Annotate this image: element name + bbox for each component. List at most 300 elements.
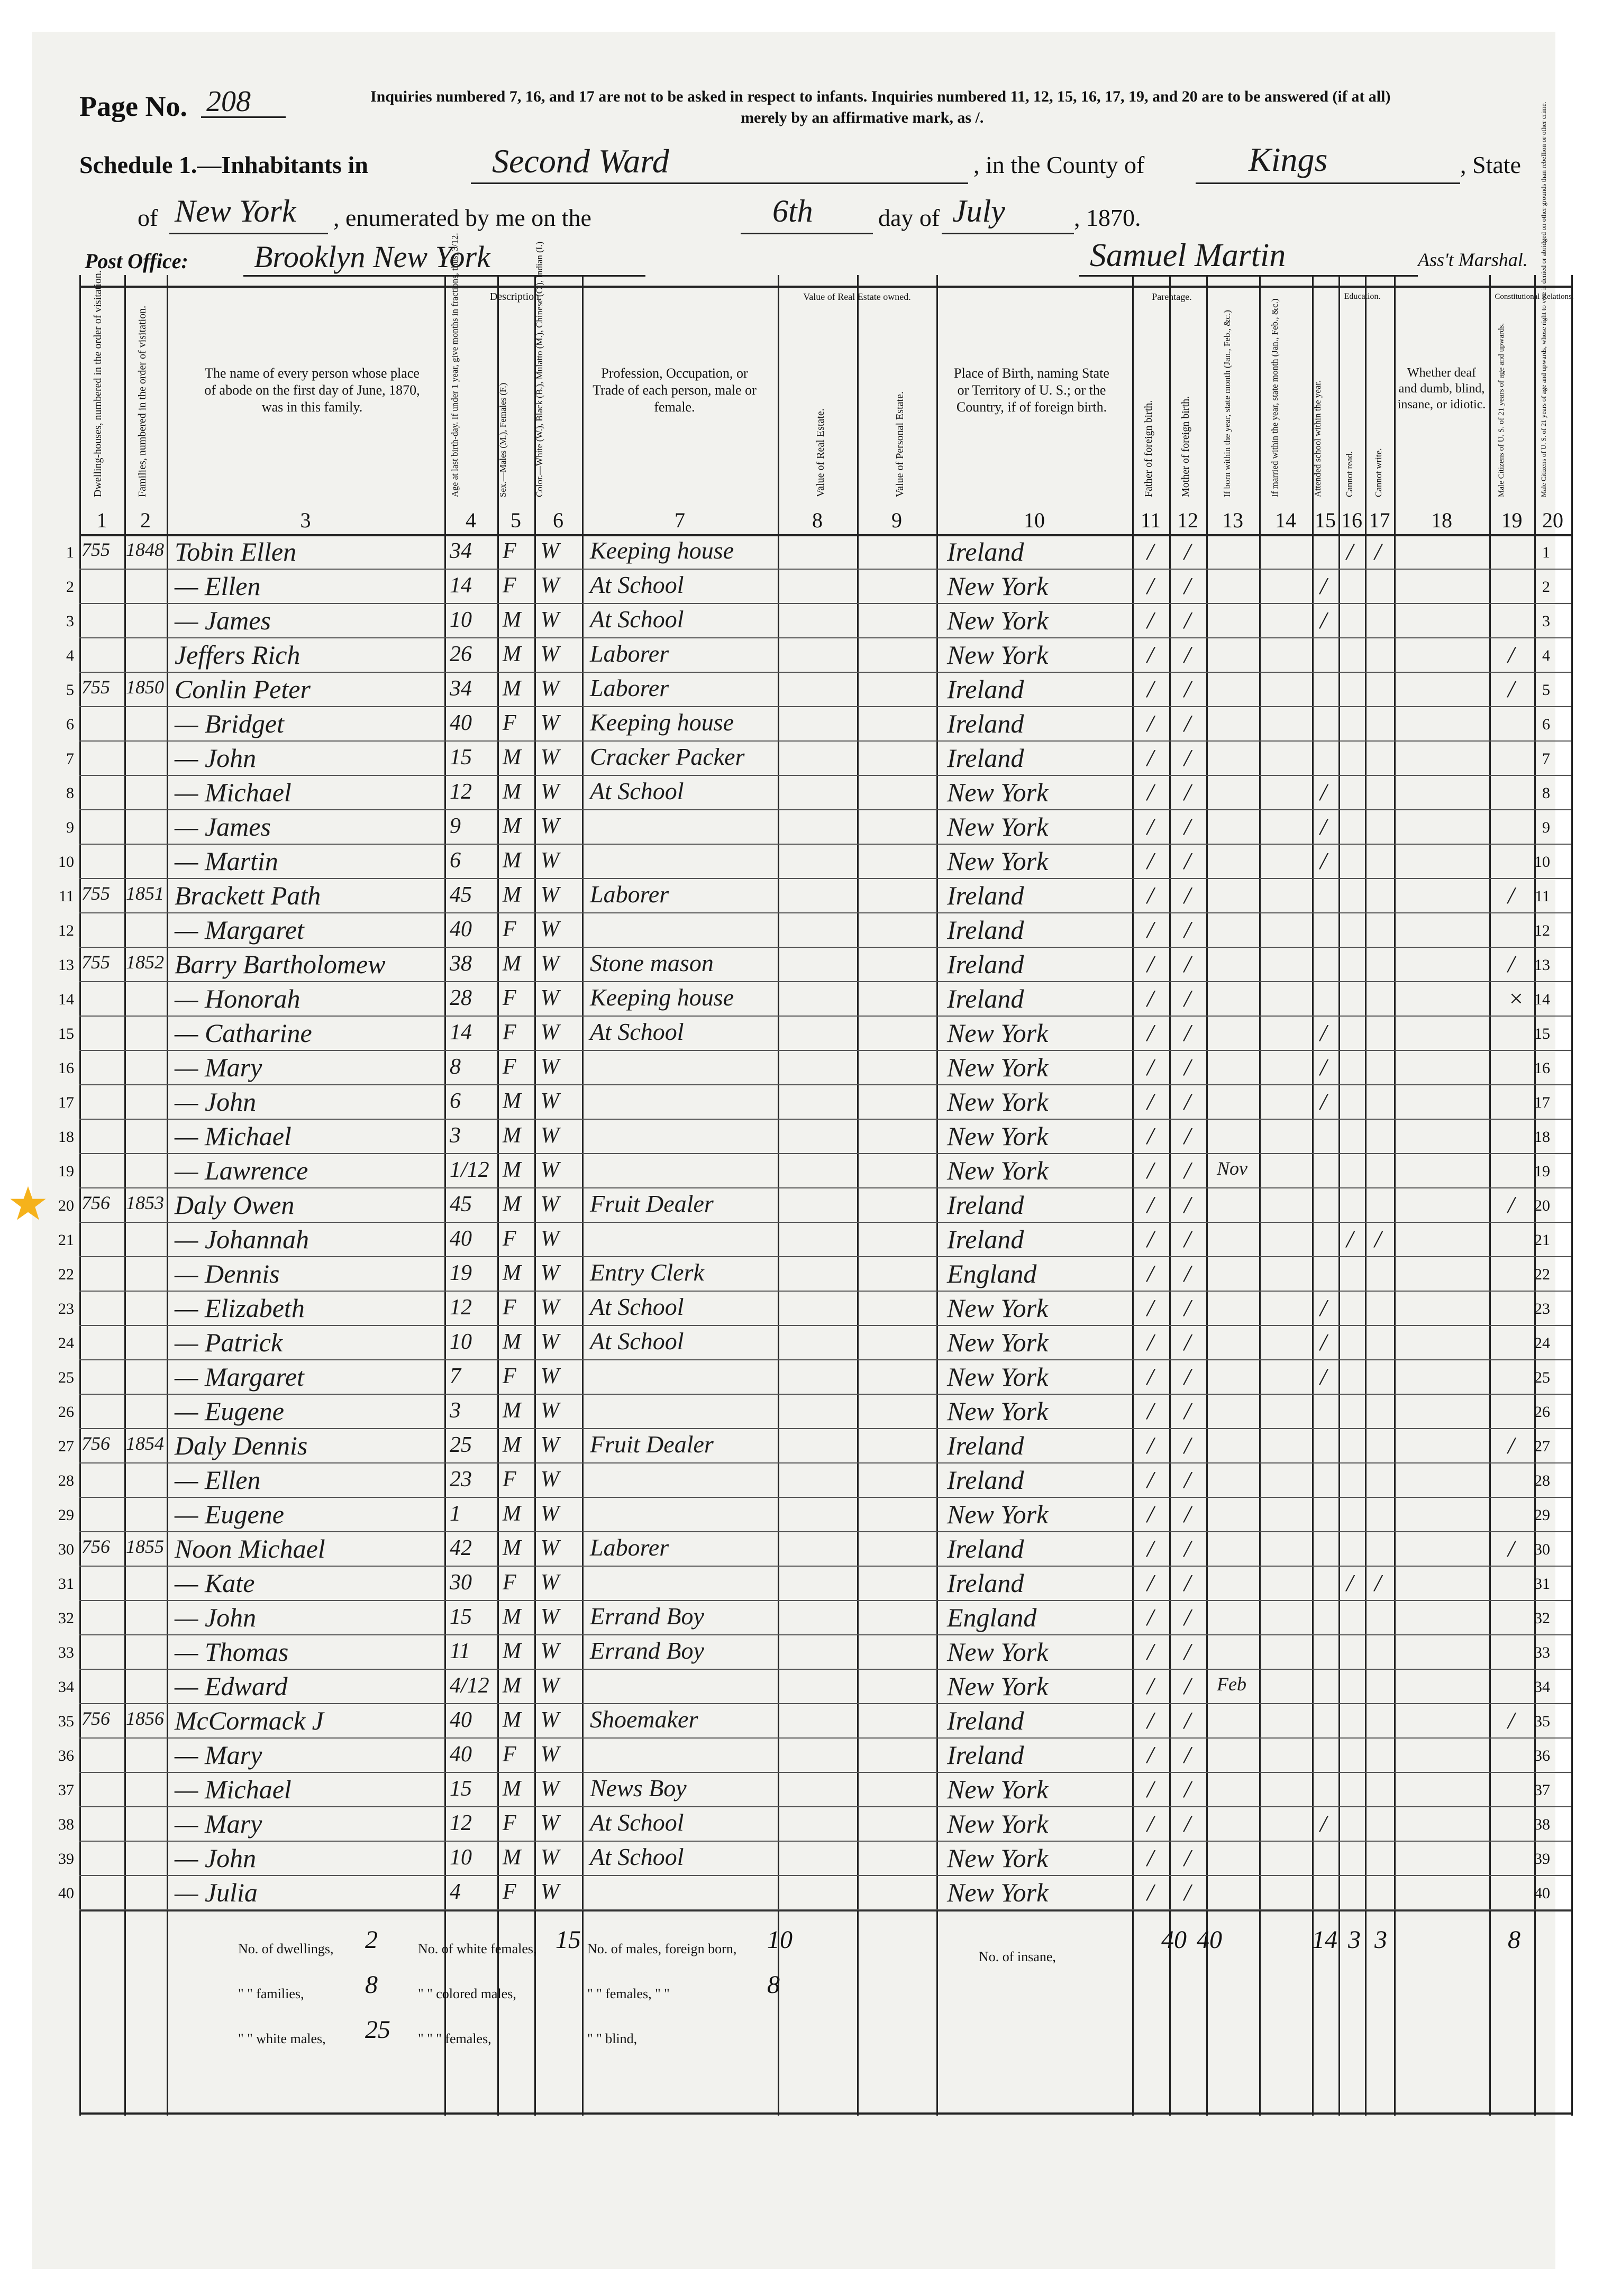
row-rule — [79, 1187, 1571, 1188]
place-of-birth: New York — [947, 1878, 1049, 1907]
row-rule — [79, 603, 1571, 604]
row-number: 32 — [1534, 1609, 1550, 1627]
row-number: 30 — [58, 1541, 74, 1558]
color: W — [541, 1158, 559, 1182]
row-number: 36 — [1534, 1747, 1550, 1764]
sex: M — [503, 1261, 521, 1285]
sex: M — [503, 1433, 521, 1457]
column-number: 1 — [96, 508, 107, 532]
place-of-birth: New York — [947, 640, 1049, 670]
color: W — [541, 1089, 559, 1113]
mother-foreign-mark: / — [1184, 1672, 1191, 1699]
father-foreign-mark: / — [1147, 1088, 1154, 1115]
color: W — [541, 1673, 559, 1698]
row-rule — [79, 1016, 1571, 1017]
mother-foreign-mark: / — [1184, 1741, 1191, 1768]
father-foreign-mark: / — [1147, 1741, 1154, 1768]
mother-foreign-mark: / — [1184, 1329, 1191, 1356]
person-name: — Bridget — [175, 709, 284, 738]
col14-header: If married within the year, state month (Jan., Feb., &c.) — [1270, 298, 1280, 497]
color: W — [541, 883, 559, 907]
family-number: 1856 — [126, 1708, 164, 1729]
sex: F — [503, 1570, 516, 1595]
mother-foreign-mark: / — [1184, 1604, 1191, 1631]
sex: M — [503, 1330, 521, 1354]
mother-foreign-mark: / — [1184, 1294, 1191, 1321]
cannot-write-mark: / — [1374, 1569, 1381, 1596]
age: 3 — [450, 1398, 461, 1423]
mother-foreign-mark: / — [1184, 1019, 1191, 1046]
occupation: At School — [590, 606, 684, 633]
color: W — [541, 1639, 559, 1663]
row-number: 5 — [66, 681, 74, 699]
place-of-birth: Ireland — [947, 1431, 1024, 1460]
school-mark: / — [1320, 1054, 1327, 1081]
row-number: 6 — [1542, 716, 1550, 733]
sex: M — [503, 1845, 521, 1870]
row-number: 15 — [1534, 1025, 1550, 1042]
school-mark: / — [1320, 1810, 1327, 1837]
sex: M — [503, 1777, 521, 1801]
row-number: 7 — [1542, 750, 1550, 767]
mother-foreign-mark: / — [1184, 1225, 1191, 1252]
row-rule — [79, 706, 1571, 707]
citizen-mark: / — [1508, 882, 1515, 909]
col7-header: Profession, Occupation, or Trade of each person, male or female. — [593, 365, 757, 415]
age: 12 — [450, 780, 472, 804]
column-number: 11 — [1140, 508, 1161, 532]
row-number: 12 — [1534, 922, 1550, 939]
color: W — [541, 1536, 559, 1560]
row-number: 3 — [66, 612, 74, 630]
age: 7 — [450, 1364, 461, 1388]
row-number: 40 — [58, 1885, 74, 1902]
column-rule — [1259, 275, 1261, 2116]
sex: F — [503, 1055, 516, 1079]
occupation: At School — [590, 777, 684, 804]
born-month: Nov — [1217, 1158, 1247, 1179]
row-number: 26 — [58, 1403, 74, 1421]
father-foreign-mark: / — [1147, 950, 1154, 977]
sex: M — [503, 1089, 521, 1113]
dwelling-number: 756 — [81, 1708, 110, 1729]
col10-header: Place of Birth, naming State or Territory of U. S.; or the Country, if of foreign birth. — [954, 365, 1109, 415]
school-mark: / — [1320, 779, 1327, 806]
place-of-birth: New York — [947, 1328, 1049, 1357]
dwellings-label: No. of dwellings, — [238, 1941, 334, 1956]
row-rule — [79, 947, 1571, 948]
father-foreign-mark: / — [1147, 1535, 1154, 1562]
column-rule — [79, 275, 81, 2116]
col20-header: Male Citizens of U. S. of 21 years of age and upwards, whose right to vote is denied or abridged on other grounds than rebellion or other crime. — [1540, 102, 1547, 497]
of-label: of — [138, 204, 158, 231]
col9-header: Value of Personal Estate. — [894, 391, 906, 497]
mother-foreign-mark: / — [1184, 916, 1191, 943]
row-number: 20 — [1534, 1197, 1550, 1214]
mother-foreign-mark: / — [1184, 1844, 1191, 1871]
row-rule — [79, 1497, 1571, 1498]
place-of-birth: Ireland — [947, 1534, 1024, 1563]
column-rule — [167, 275, 168, 2116]
col15-header: Attended school within the year. — [1313, 380, 1323, 497]
column-number: 19 — [1501, 508, 1523, 532]
row-rule — [79, 1600, 1571, 1601]
column-number: 16 — [1341, 508, 1362, 532]
row-number: 9 — [1542, 819, 1550, 836]
row-number: 24 — [1534, 1334, 1550, 1352]
place-of-birth: Ireland — [947, 1465, 1024, 1495]
born-month: Feb — [1217, 1673, 1246, 1695]
color: W — [541, 1364, 559, 1388]
row-number: 5 — [1542, 681, 1550, 699]
place-of-birth: Ireland — [947, 709, 1024, 738]
education-group-header: Education. — [1344, 292, 1381, 301]
row-number: 33 — [1534, 1644, 1550, 1661]
place-of-birth: Ireland — [947, 1568, 1024, 1598]
person-name: Daly Owen — [175, 1190, 295, 1220]
row-number: 19 — [58, 1163, 74, 1180]
column-number: 4 — [466, 508, 476, 532]
person-name: — Eugene — [175, 1499, 284, 1529]
father-foreign-mark: / — [1147, 1569, 1154, 1596]
person-name: Daly Dennis — [175, 1431, 308, 1460]
row-rule — [79, 1909, 1571, 1910]
page-no-underline — [201, 116, 286, 118]
state-value: New York — [175, 194, 296, 228]
row-number: 17 — [58, 1094, 74, 1111]
col11-header: Father of foreign birth. — [1143, 400, 1154, 497]
father-foreign-mark: / — [1147, 1501, 1154, 1527]
occupation: Fruit Dealer — [590, 1190, 714, 1217]
place-of-birth: New York — [947, 1671, 1049, 1701]
father-foreign-mark: / — [1147, 1260, 1154, 1287]
col13-header: If born within the year, state month (Jan., Feb., &c.) — [1222, 310, 1232, 497]
place-of-birth: New York — [947, 1843, 1049, 1873]
color: W — [541, 917, 559, 941]
mother-foreign-mark: / — [1184, 950, 1191, 977]
mother-foreign-mark: / — [1184, 1569, 1191, 1596]
colored-females-label: " " " females, — [418, 2031, 491, 2046]
occupation: Laborer — [590, 1534, 669, 1561]
column-rule — [1206, 275, 1208, 2116]
row-number: 31 — [58, 1575, 74, 1593]
mother-foreign-mark: / — [1184, 744, 1191, 771]
color: W — [541, 1880, 559, 1904]
column-number: 18 — [1431, 508, 1452, 532]
row-number: 35 — [58, 1713, 74, 1730]
row-number: 20 — [58, 1197, 74, 1214]
occupation: Entry Clerk — [590, 1259, 704, 1286]
row-rule — [79, 775, 1571, 776]
sex: F — [503, 539, 516, 563]
row-number: 38 — [1534, 1816, 1550, 1833]
place-of-birth: New York — [947, 606, 1049, 635]
father-foreign-mark: / — [1147, 1225, 1154, 1252]
col5-header: Sex.—Males (M.), Females (F.) — [498, 382, 508, 497]
father-foreign-mark: / — [1147, 1604, 1154, 1631]
column-rule — [1338, 275, 1340, 2116]
father-foreign-mark: / — [1147, 1810, 1154, 1837]
color: W — [541, 848, 559, 873]
age: 15 — [450, 745, 472, 770]
person-name: — Catharine — [175, 1018, 312, 1048]
row-rule — [79, 1703, 1571, 1704]
father-foreign-mark: / — [1147, 1466, 1154, 1493]
place-of-birth: New York — [947, 1121, 1049, 1151]
color: W — [541, 952, 559, 976]
age: 40 — [450, 711, 472, 735]
row-rule — [79, 1462, 1571, 1463]
column-number: 12 — [1177, 508, 1198, 532]
row-number: 40 — [1534, 1885, 1550, 1902]
column-number: 10 — [1024, 508, 1045, 532]
person-name: — Mary — [175, 1740, 262, 1770]
color: W — [541, 1192, 559, 1216]
row-rule — [79, 1119, 1571, 1120]
occupation: At School — [590, 571, 684, 598]
row-number: 27 — [1534, 1438, 1550, 1455]
color: W — [541, 1467, 559, 1492]
age: 10 — [450, 1330, 472, 1354]
citizen-mark: × — [1508, 985, 1525, 1012]
post-office-label: Post Office: — [85, 249, 188, 273]
person-name: — Honorah — [175, 984, 300, 1013]
father-foreign-mark: / — [1147, 572, 1154, 599]
mother-foreign-mark: / — [1184, 607, 1191, 634]
age: 34 — [450, 676, 472, 701]
person-name: Barry Bartholomew — [175, 949, 386, 979]
father-foreign-mark: / — [1147, 1638, 1154, 1665]
sex: F — [503, 1742, 516, 1767]
person-name: — Elizabeth — [175, 1293, 305, 1323]
school-mark: / — [1320, 1019, 1327, 1046]
color: W — [541, 780, 559, 804]
age: 28 — [450, 986, 472, 1010]
census-sheet — [32, 32, 1574, 2269]
sex: M — [503, 608, 521, 632]
mother-foreign-mark: / — [1184, 882, 1191, 909]
occupation: Keeping house — [590, 984, 734, 1011]
place-of-birth: Ireland — [947, 984, 1024, 1013]
mother-foreign-mark: / — [1184, 1535, 1191, 1562]
column-rule — [1394, 275, 1396, 2116]
person-name: — Margaret — [175, 915, 304, 945]
mother-foreign-mark: / — [1184, 813, 1191, 840]
county-value: Kings — [1249, 141, 1328, 178]
row-rule — [79, 809, 1571, 810]
mother-foreign-mark: / — [1184, 1088, 1191, 1115]
place-of-birth: New York — [947, 1637, 1049, 1667]
header-bottom-rule — [79, 534, 1571, 536]
col11-total: 40 — [1161, 1926, 1187, 1954]
father-foreign-mark: / — [1147, 1157, 1154, 1184]
row-rule — [79, 1737, 1571, 1739]
row-rule — [79, 1806, 1571, 1807]
column-number: 14 — [1275, 508, 1296, 532]
father-foreign-mark: / — [1147, 744, 1154, 771]
mother-foreign-mark: / — [1184, 1501, 1191, 1527]
color: W — [541, 676, 559, 701]
age: 30 — [450, 1570, 472, 1595]
row-number: 16 — [1534, 1059, 1550, 1077]
age: 11 — [450, 1639, 470, 1663]
family-number: 1852 — [126, 952, 164, 973]
row-rule — [79, 1566, 1571, 1567]
row-number: 31 — [1534, 1575, 1550, 1593]
occupation: Laborer — [590, 881, 669, 908]
row-number: 13 — [1534, 956, 1550, 974]
column-rule — [1365, 275, 1367, 2116]
mother-foreign-mark: / — [1184, 779, 1191, 806]
age: 19 — [450, 1261, 472, 1285]
person-name: — Mary — [175, 1053, 262, 1082]
sex: M — [503, 814, 521, 838]
row-number: 2 — [66, 578, 74, 596]
sex: F — [503, 1227, 516, 1251]
person-name: Brackett Path — [175, 881, 321, 910]
school-mark: / — [1320, 1088, 1327, 1115]
row-number: 34 — [1534, 1678, 1550, 1696]
mother-foreign-mark: / — [1184, 1157, 1191, 1184]
state-label: , State — [1460, 151, 1521, 178]
row-number: 36 — [58, 1747, 74, 1764]
col18-header: Whether deaf and dumb, blind, insane, or idiotic. — [1397, 366, 1486, 411]
mother-foreign-mark: / — [1184, 1397, 1191, 1424]
place-of-birth: Ireland — [947, 1224, 1024, 1254]
sex: M — [503, 642, 521, 666]
place-of-birth: Ireland — [947, 881, 1024, 910]
mother-foreign-mark: / — [1184, 1191, 1191, 1218]
age: 3 — [450, 1123, 461, 1148]
col3-header: The name of every person whose place of abode on the first day of June, 1870, was in this family. — [204, 365, 420, 415]
person-name: — Thomas — [175, 1637, 289, 1667]
age: 42 — [450, 1536, 472, 1560]
father-foreign-mark: / — [1147, 985, 1154, 1012]
column-number: 6 — [553, 508, 563, 532]
sex: M — [503, 1639, 521, 1663]
star-icon — [10, 1185, 47, 1222]
occupation: Stone mason — [590, 949, 714, 976]
age: 26 — [450, 642, 472, 666]
value-group-header: Value of Real Estate owned. — [803, 291, 911, 302]
row-rule — [79, 1153, 1571, 1154]
sex: F — [503, 711, 516, 735]
family-number: 1850 — [126, 676, 164, 698]
mother-foreign-mark: / — [1184, 1260, 1191, 1287]
occupation: At School — [590, 1018, 684, 1045]
color: W — [541, 745, 559, 770]
father-foreign-mark: / — [1147, 675, 1154, 702]
row-number: 16 — [58, 1059, 74, 1077]
row-number: 21 — [58, 1231, 74, 1249]
row-number: 12 — [58, 922, 74, 939]
month-underline — [942, 233, 1074, 234]
col17-header: Cannot write. — [1373, 448, 1383, 497]
row-number: 39 — [58, 1850, 74, 1868]
father-foreign-mark: / — [1147, 641, 1154, 668]
row-number: 15 — [58, 1025, 74, 1042]
place-of-birth: Ireland — [947, 674, 1024, 704]
age: 15 — [450, 1605, 472, 1629]
cannot-write-mark: / — [1374, 1225, 1381, 1252]
females-foreign-label: " " females, " " — [587, 1986, 670, 2001]
white-males-label: " " white males, — [238, 2031, 326, 2046]
families-value: 8 — [365, 1971, 378, 1999]
citizen-mark: / — [1508, 950, 1515, 977]
col2-header: Families, numbered in the order of visitation. — [136, 305, 148, 497]
occupation: At School — [590, 1293, 684, 1320]
color: W — [541, 711, 559, 735]
column-number: 20 — [1542, 508, 1563, 532]
color: W — [541, 1777, 559, 1801]
place-of-birth: New York — [947, 1809, 1049, 1838]
row-number: 10 — [58, 853, 74, 871]
color: W — [541, 1708, 559, 1732]
father-foreign-mark: / — [1147, 1879, 1154, 1906]
citizen-mark: / — [1508, 1432, 1515, 1459]
column-number: 5 — [511, 508, 521, 532]
row-number: 19 — [1534, 1163, 1550, 1180]
sex: M — [503, 1673, 521, 1698]
sex: M — [503, 1536, 521, 1560]
sex: F — [503, 1364, 516, 1388]
color: W — [541, 1055, 559, 1079]
sex: M — [503, 1192, 521, 1216]
dwelling-number: 755 — [81, 883, 110, 904]
row-number: 28 — [1534, 1472, 1550, 1489]
father-foreign-mark: / — [1147, 1432, 1154, 1459]
row-rule — [79, 1531, 1571, 1532]
occupation: At School — [590, 1843, 684, 1870]
white-females-value: 15 — [555, 1926, 581, 1954]
school-mark: / — [1320, 1294, 1327, 1321]
father-foreign-mark: / — [1147, 1122, 1154, 1149]
person-name: — Margaret — [175, 1362, 304, 1392]
family-number: 1848 — [126, 539, 164, 560]
father-foreign-mark: / — [1147, 779, 1154, 806]
occupation: Laborer — [590, 674, 669, 701]
row-number: 29 — [1534, 1506, 1550, 1524]
col19-header: Male Citizens of U. S. of 21 years of age and upwards. — [1497, 323, 1506, 497]
father-foreign-mark: / — [1147, 882, 1154, 909]
age: 8 — [450, 1055, 461, 1079]
month-value: July — [952, 194, 1005, 228]
row-number: 38 — [58, 1816, 74, 1833]
school-mark: / — [1320, 1363, 1327, 1390]
column-rule — [1169, 275, 1171, 2116]
age: 23 — [450, 1467, 472, 1492]
person-name: — Michael — [175, 1774, 292, 1804]
father-foreign-mark: / — [1147, 813, 1154, 840]
col16-total: 3 — [1348, 1926, 1361, 1954]
place-of-birth: New York — [947, 1396, 1049, 1426]
row-number: 9 — [66, 819, 74, 836]
column-number: 8 — [812, 508, 823, 532]
year-label: , 1870. — [1074, 204, 1141, 231]
row-rule — [79, 981, 1571, 982]
person-name: — John — [175, 1843, 257, 1873]
age: 6 — [450, 1089, 461, 1113]
females-foreign-value: 8 — [767, 1971, 780, 1999]
school-mark: / — [1320, 813, 1327, 840]
row-number: 34 — [58, 1678, 74, 1696]
age: 40 — [450, 1742, 472, 1767]
sex: M — [503, 1708, 521, 1732]
sex: F — [503, 1467, 516, 1492]
place-of-birth: Ireland — [947, 1190, 1024, 1220]
cannot-write-mark: / — [1374, 538, 1381, 565]
place-of-birth: England — [947, 1603, 1037, 1632]
